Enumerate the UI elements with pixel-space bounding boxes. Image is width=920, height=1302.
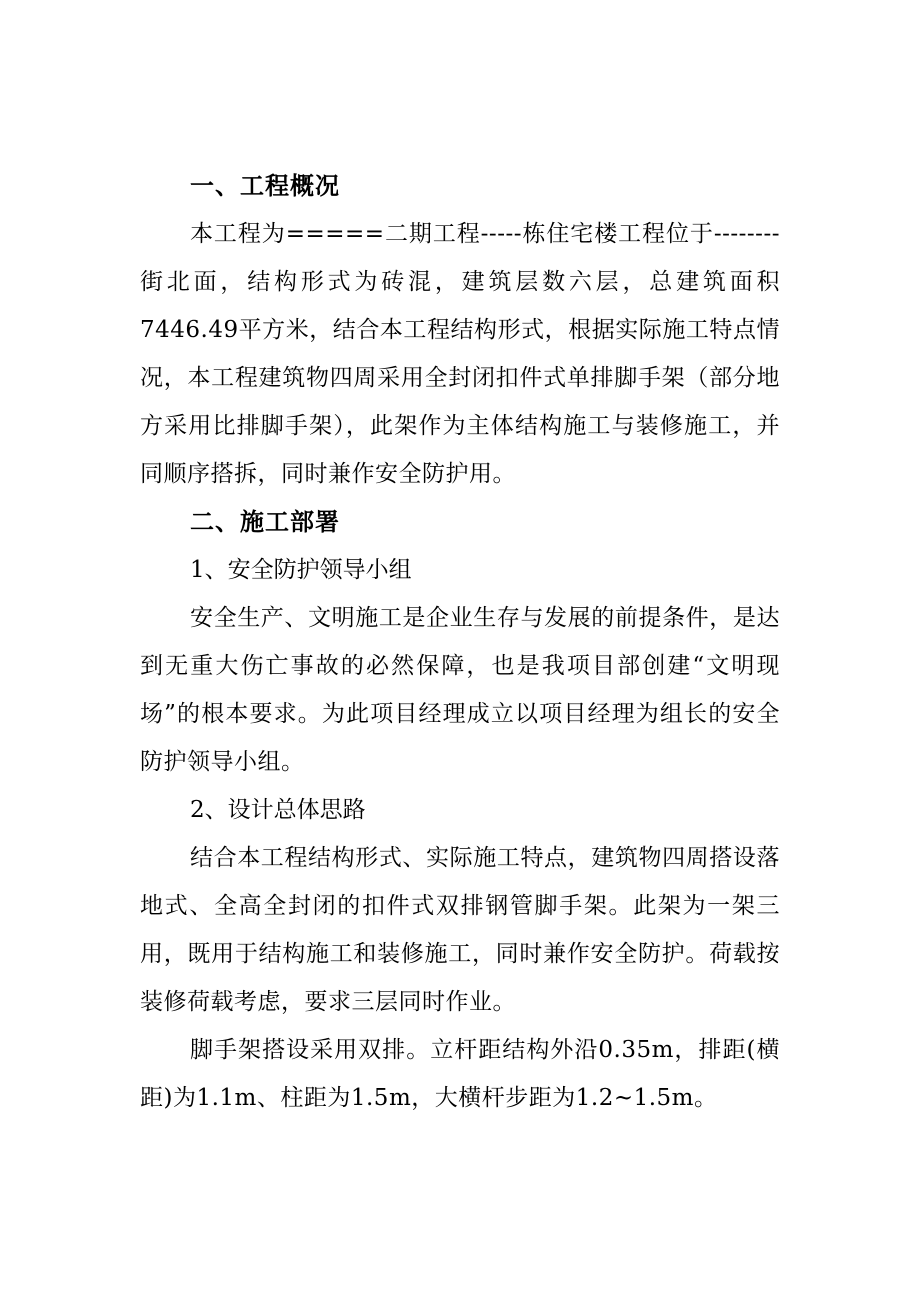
subheading-safety-leadership-group: 1、安全防护领导小组 <box>190 557 412 583</box>
paragraph-scaffold-spec: 脚手架搭设采用双排。立杆距结构外沿0.35m，排距(横距)为1.1m、柱距为1.5m，大横杆步距为1.2~1.5m。 <box>140 1037 780 1111</box>
subheading-design-approach: 2、设计总体思路 <box>190 797 366 823</box>
paragraph-safety-leadership-group: 安全生产、文明施工是企业生存与发展的前提条件，是达到无重大伤亡事故的必然保障，也是我项目部创建“文明现场”的根本要求。为此项目经理成立以项目经理为组长的安全防护领导小组。 <box>140 605 780 775</box>
section-heading-construction-deployment: 二、施工部署 <box>190 507 340 536</box>
document-body <box>140 162 780 1122</box>
section-heading-project-overview: 一、工程概况 <box>190 171 340 200</box>
paragraph-design-approach: 结合本工程结构形式、实际施工特点，建筑物四周搭设落地式、全高全封闭的扣件式双排钢管脚手架。此架为一架三用，既用于结构施工和装修施工，同时兼作安全防护。荷载按装修荷载考虑，要求三层同时作业。 <box>140 845 780 1015</box>
paragraph-project-overview: 本工程为=====二期工程-----栋住宅楼工程位于--------街北面，结构形式为砖混，建筑层数六层，总建筑面积7446.49平方米，结合本工程结构形式，根据实际施工特点情况，本工程建筑物四周采用全封闭扣件式单排脚手架（部分地方采用比排脚手架），此架作为主体结构施工与装修施工，并同顺序搭拆，同时兼作安全防护用。 <box>140 221 780 487</box>
